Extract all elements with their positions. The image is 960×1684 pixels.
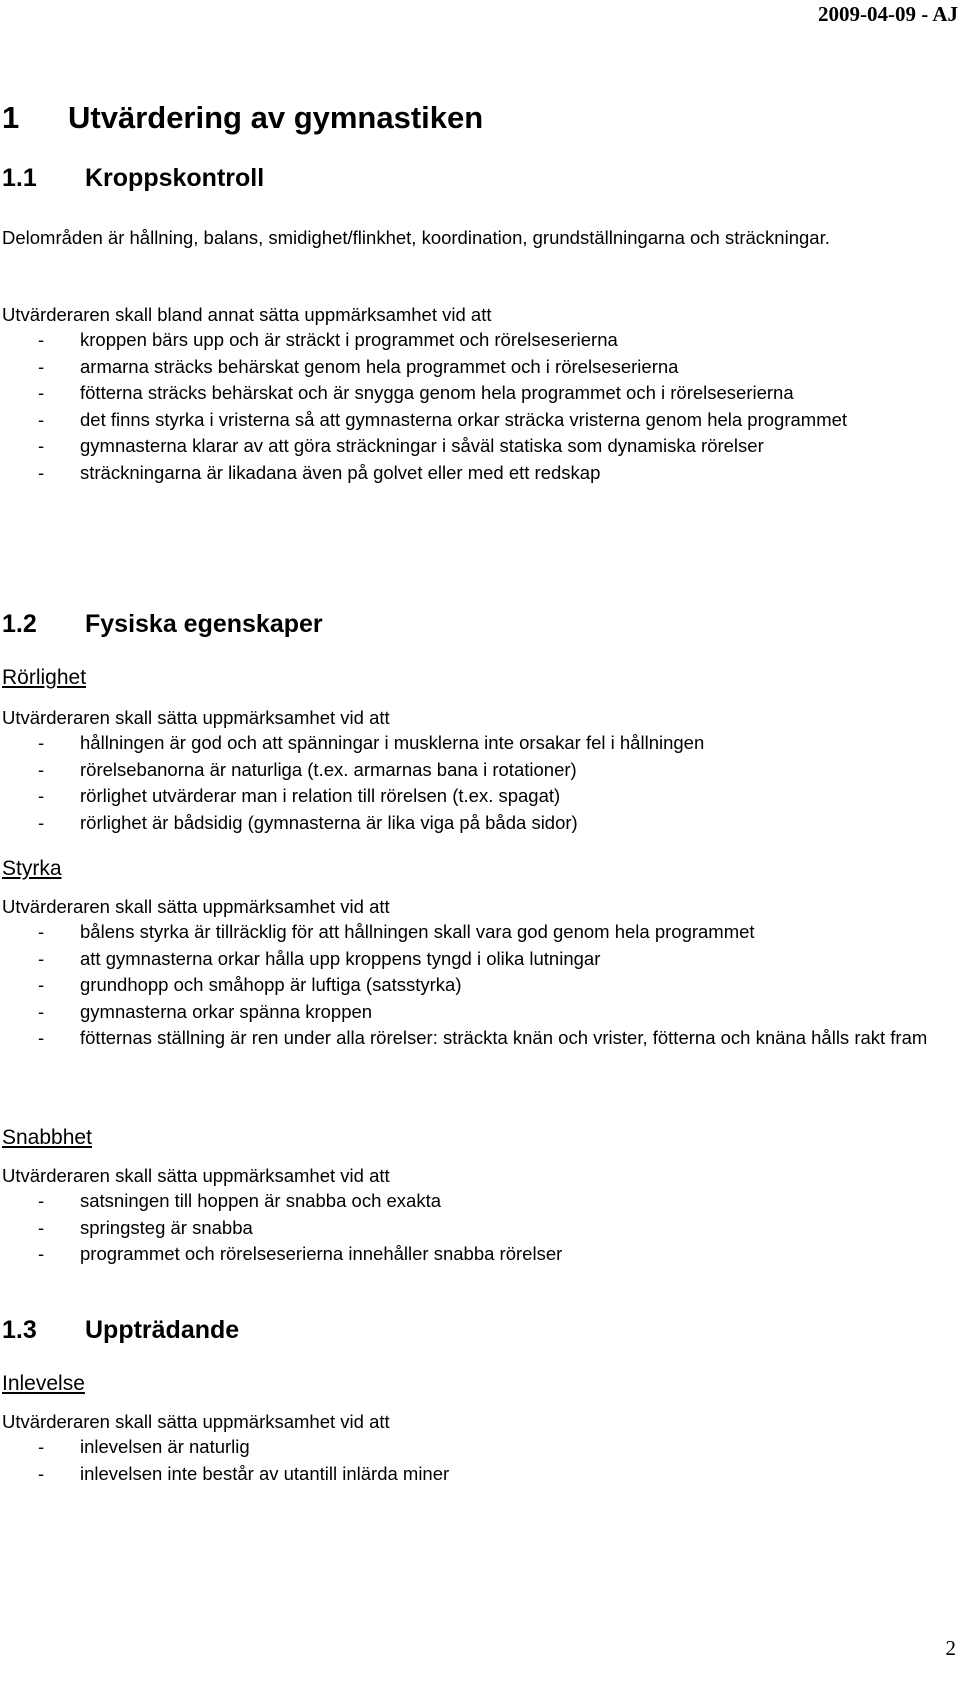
page-number: 2 <box>945 1636 956 1660</box>
subsection-lead: Utvärderaren skall sätta uppmärksamhet vid att <box>2 896 390 917</box>
section-title: Kroppskontroll <box>85 164 265 192</box>
list-item: - rörlighet är bådsidig (gymnasterna är lika viga på båda sidor) <box>2 810 955 837</box>
list-item: - programmet och rörelseserierna innehåller snabba rörelser <box>2 1241 955 1268</box>
criteria-list-snabbhet <box>2 1188 955 1268</box>
header-date: 2009-04-09 - AJ <box>818 2 958 26</box>
section-heading-uppträdande <box>2 1316 239 1345</box>
list-item: - armarna sträcks behärskat genom hela programmet och i rörelseserierna <box>2 354 955 381</box>
list-item: - fötternas ställning är ren under alla rörelser: sträckta knän och vrister, fötterna och knäna hålls rakt fram <box>2 1025 955 1052</box>
subsection-heading-inlevelse: Inlevelse <box>2 1372 85 1395</box>
section-intro: Delområden är hållning, balans, smidighet/flinkhet, koordination, grundställningarna och sträckningar. <box>2 227 830 248</box>
list-dash: - <box>38 921 45 942</box>
list-item: - grundhopp och småhopp är luftiga (satsstyrka) <box>2 972 955 999</box>
list-item: - sträckningarna är likadana även på golvet eller med ett redskap <box>2 460 955 487</box>
criteria-list-inlevelse <box>2 1434 955 1487</box>
list-dash: - <box>38 1190 45 1211</box>
list-item: - att gymnasterna orkar hålla upp kroppens tyngd i olika lutningar <box>2 946 955 973</box>
section-number: 1.3 <box>2 1316 37 1344</box>
subsection-heading-snabbhet: Snabbhet <box>2 1126 92 1149</box>
list-item: - rörelsebanorna är naturliga (t.ex. armarnas bana i rotationer) <box>2 757 955 784</box>
list-item: - gymnasterna orkar spänna kroppen <box>2 999 955 1026</box>
subsection-lead: Utvärderaren skall sätta uppmärksamhet vid att <box>2 1165 390 1186</box>
criteria-list-rorlighet <box>2 730 955 836</box>
list-item: - inlevelsen inte består av utantill inlärda miner <box>2 1461 955 1488</box>
criteria-list-kroppskontroll <box>2 327 955 486</box>
title-number: 1 <box>2 100 20 135</box>
list-dash: - <box>38 408 45 430</box>
list-dash: - <box>38 732 45 753</box>
list-dash: - <box>38 382 45 403</box>
list-item: - kroppen bärs upp och är sträckt i programmet och rörelseserierna <box>2 327 955 354</box>
section-heading-kroppskontroll <box>2 164 264 193</box>
list-item: - det finns styrka i vristerna så att gymnasterna orkar sträcka vristerna genom hela programmet <box>2 407 955 434</box>
list-dash: - <box>38 1000 45 1022</box>
list-dash: - <box>38 461 45 483</box>
subsection-heading-rorlighet: Rörlighet <box>2 666 87 689</box>
list-item: - hållningen är god och att spänningar i musklerna inte orsakar fel i hållningen <box>2 730 955 757</box>
section-title: Uppträdande <box>85 1316 240 1344</box>
list-item: - gymnasterna klarar av att göra sträckningar i såväl statiska som dynamiska rörelser <box>2 433 955 460</box>
section-lead: Utvärderaren skall bland annat sätta uppmärksamhet vid att <box>2 304 492 325</box>
list-dash: - <box>38 974 45 995</box>
section-title: Fysiska egenskaper <box>85 610 323 638</box>
list-dash: - <box>38 811 45 833</box>
section-heading-fysiska-egenskaper <box>2 610 323 639</box>
subsection-heading-styrka: Styrka <box>2 857 62 880</box>
section-number: 1.1 <box>2 164 37 192</box>
list-item: - satsningen till hoppen är snabba och exakta <box>2 1188 955 1215</box>
list-item: - rörlighet utvärderar man i relation till rörelsen (t.ex. spagat) <box>2 783 955 810</box>
section-number: 1.2 <box>2 610 37 638</box>
list-item: - fötterna sträcks behärskat och är snygga genom hela programmet och i rörelseserierna <box>2 380 955 407</box>
list-dash: - <box>38 785 45 806</box>
list-item: - inlevelsen är naturlig <box>2 1434 955 1461</box>
list-dash: - <box>38 1027 45 1048</box>
list-item: - bålens styrka är tillräcklig för att hållningen skall vara god genom hela programmet <box>2 919 955 946</box>
title-text: Utvärdering av gymnastiken <box>68 100 484 135</box>
list-item: - springsteg är snabba <box>2 1215 955 1242</box>
list-dash: - <box>38 1243 45 1264</box>
subsection-lead: Utvärderaren skall sätta uppmärksamhet vid att <box>2 707 390 728</box>
list-dash: - <box>38 435 45 456</box>
list-dash: - <box>38 1216 45 1238</box>
criteria-list-styrka <box>2 919 955 1052</box>
list-dash: - <box>38 329 45 350</box>
subsection-lead: Utvärderaren skall sätta uppmärksamhet vid att <box>2 1411 390 1432</box>
list-dash: - <box>38 758 45 780</box>
document-title <box>2 100 483 136</box>
list-dash: - <box>38 1462 45 1484</box>
list-dash: - <box>38 355 45 377</box>
list-dash: - <box>38 1436 45 1457</box>
list-dash: - <box>38 947 45 969</box>
